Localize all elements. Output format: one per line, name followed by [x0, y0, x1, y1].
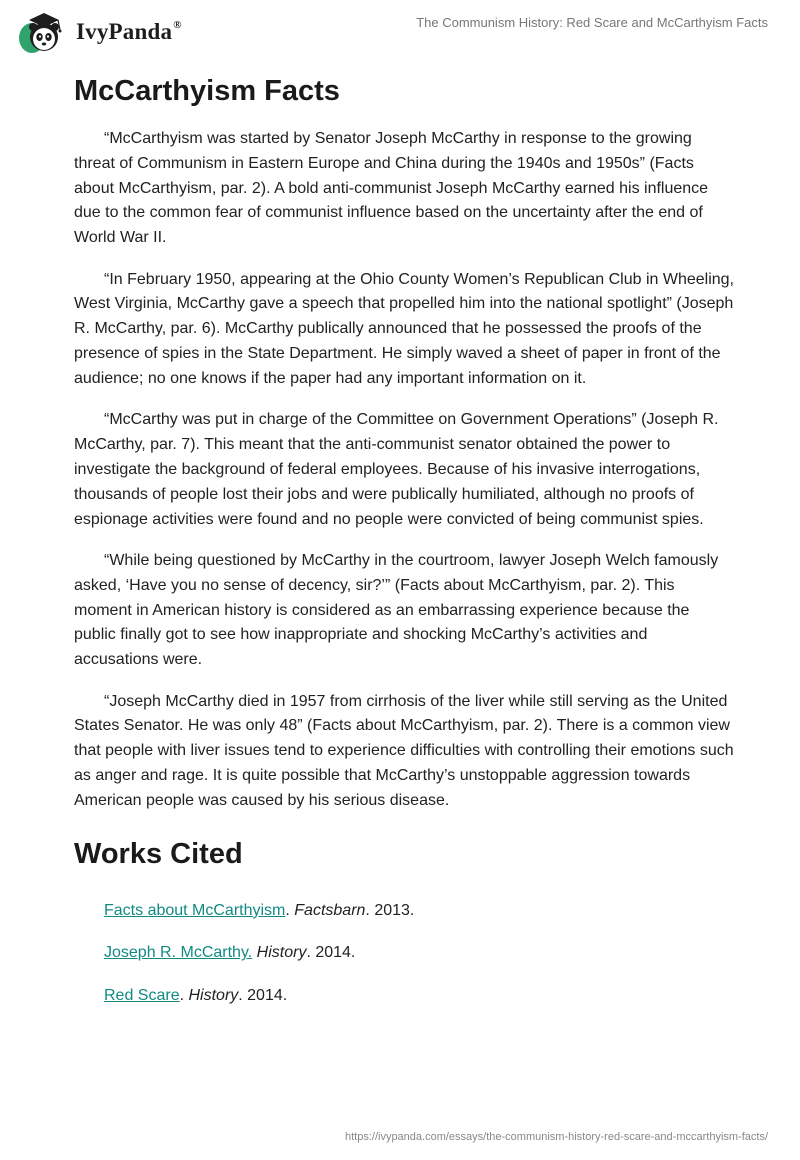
citation-separator: . — [179, 986, 189, 1004]
citation-year: . 2013. — [365, 901, 415, 919]
citation-year: . 2014. — [306, 944, 356, 962]
ivypanda-logo[interactable] — [14, 8, 182, 56]
section-heading-mccarthyism-facts: McCarthyism Facts — [74, 75, 340, 107]
page-header — [0, 0, 800, 60]
paragraph-2: “In February 1950, appearing at the Ohio County Women’s Republican Club in Wheeling, West Virginia, McCarthy gave a speech that propelled him into the national spotlight” (Joseph R. McCarthy, par. 6). McCarthy publically announced that he possessed the proofs of the presence of spies in the State Department. He simply waved a sheet of paper in front of the audience; no one knows if the paper had any important information on it. — [74, 270, 734, 387]
paragraph-1: “McCarthyism was started by Senator Joseph McCarthy in response to the growing threat of Communism in Eastern Europe and China during the 1940s and 1950s” (Facts about McCarthyism, par. 2). A bold anti-communist Joseph McCarthy earned his influence due to the common fear of communist influence based on the uncertainty after the end of World War II. — [74, 130, 709, 247]
citation-source: Factsbarn — [294, 901, 366, 919]
brand-name: IvyPanda® — [76, 19, 182, 44]
citation-source: History — [188, 986, 239, 1004]
panda-graduate-icon — [14, 8, 70, 56]
citation-link-red-scare[interactable]: Red Scare — [104, 986, 180, 1004]
paragraph-5: “Joseph McCarthy died in 1957 from cirrhosis of the liver while still serving as the United States Senator. He was only 48” (Facts about McCarthyism, par. 2). There is a common view that people with liver issues tend to experience difficulties with controlling their emotions such as anger and rage. It is quite possible that McCarthy’s unstoppable aggression towards American people was caused by his serious disease. — [74, 692, 734, 809]
paragraph-4: “While being questioned by McCarthy in the courtroom, lawyer Joseph Welch famously asked, ‘Have you no sense of decency, sir?’” (Facts about McCarthyism, par. 2). This moment in American history is considered as an embarrassing experience because the public finally got to see how inappropriate and shocking McCarthy’s activities and accusations were. — [74, 552, 719, 669]
footer-url[interactable]: https://ivypanda.com/essays/the-communism-history-red-scare-and-mccarthyism-facts/ — [344, 1131, 768, 1143]
citation-item — [104, 985, 734, 1007]
citation-link-joseph-r-mccarthy[interactable]: Joseph R. McCarthy. — [104, 944, 253, 962]
document-title: The Communism History: Red Scare and McCarthyism Facts — [416, 15, 768, 30]
citation-separator: . — [285, 901, 295, 919]
citation-year: . 2014. — [238, 986, 288, 1004]
citation-source: History — [256, 944, 307, 962]
paragraph-3: “McCarthy was put in charge of the Committee on Government Operations” (Joseph R. McCarthy, par. 7). This meant that the anti-communist senator obtained the power to investigate the background of federal employees. Because of his invasive interrogations, thousands of people lost their jobs and were publically humiliated, although no proofs of espionage activities were found and no people were convicted of being communist spies. — [74, 411, 719, 528]
essay-content — [74, 73, 734, 1027]
section-heading-works-cited: Works Cited — [74, 837, 243, 870]
citation-item — [104, 942, 734, 964]
citation-link-facts-about-mccarthyism[interactable]: Facts about McCarthyism — [104, 901, 286, 919]
citation-item — [104, 900, 734, 922]
